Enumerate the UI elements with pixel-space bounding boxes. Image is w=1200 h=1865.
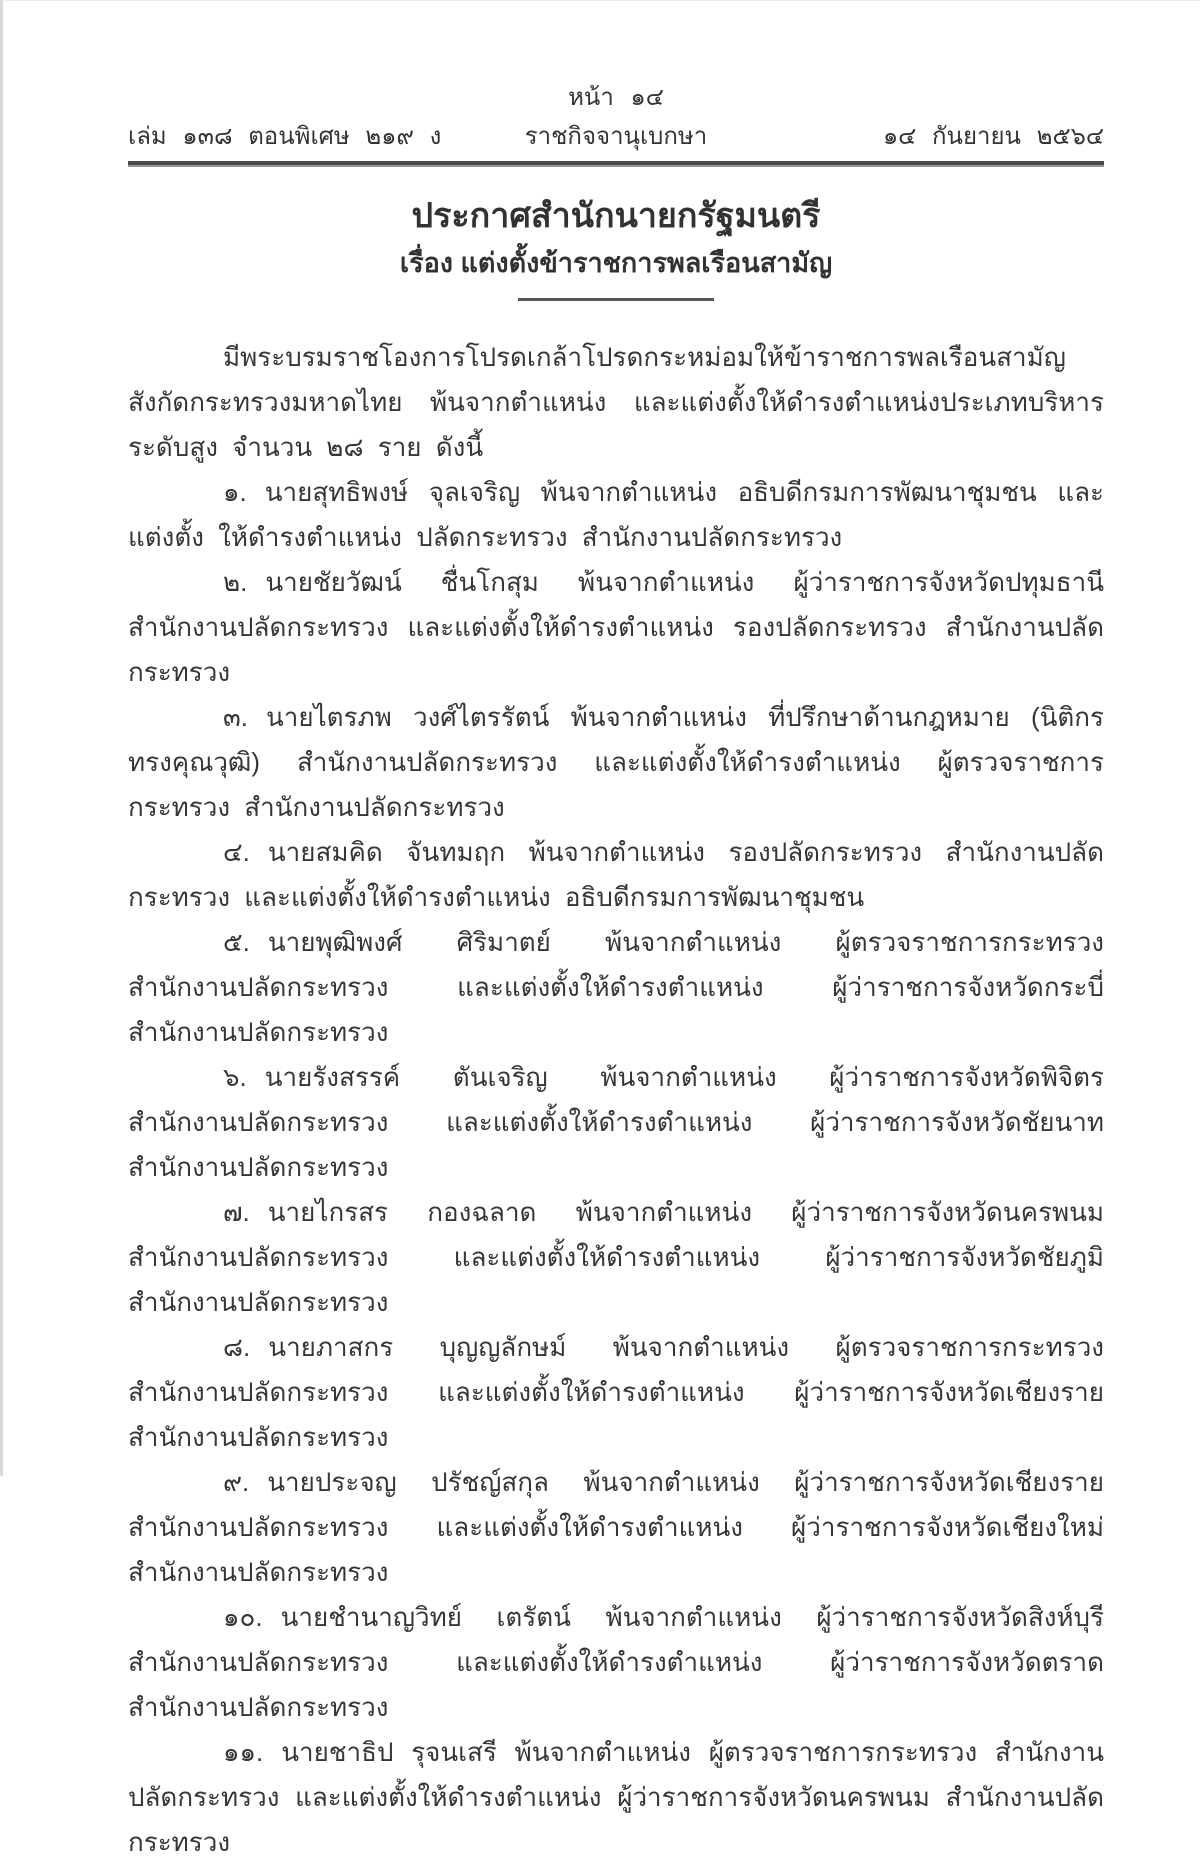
item-text: นายชำนาญวิทย์ เตรัตน์ พ้นจากตำแหน่ง ผู้ว่าราชการจังหวัดสิงห์บุรี สำนักงานปลัดกระทรวง และแต่งตั้งให้ดำรงตำแหน่ง ผู้ว่าราชการจังหวัดตราด สำนักงานปลัดกระทรวง — [128, 1602, 1104, 1722]
item-text: นายไตรภพ วงศ์ไตรรัตน์ พ้นจากตำแหน่ง ที่ปรึกษาด้านกฎหมาย (นิติกรทรงคุณวุฒิ) สำนักงานปลัดกระทรวง และแต่งตั้งให้ดำรงตำแหน่ง ผู้ตรวจราชการกระทรวง สำนักงานปลัดกระทรวง — [128, 702, 1104, 822]
item-number: ๗. — [223, 1197, 250, 1227]
item-text: นายสุทธิพงษ์ จุลเจริญ พ้นจากตำแหน่ง อธิบดีกรมการพัฒนาชุมชน และแต่งตั้ง ให้ดำรงตำแหน่ง ปลัดกระทรวง สำนักงานปลัดกระทรวง — [128, 477, 1104, 552]
appointment-item — [128, 1055, 1104, 1190]
appointment-item — [128, 830, 1104, 920]
item-text: นายชัยวัฒน์ ชื่นโกสุม พ้นจากตำแหน่ง ผู้ว่าราชการจังหวัดปทุมธานี สำนักงานปลัดกระทรวง และแต่งตั้งให้ดำรงตำแหน่ง รองปลัดกระทรวง สำนักงานปลัดกระทรวง — [128, 567, 1104, 687]
page-header — [128, 83, 1104, 167]
item-text: นายพุฒิพงศ์ ศิริมาตย์ พ้นจากตำแหน่ง ผู้ตรวจราชการกระทรวง สำนักงานปลัดกระทรวง และแต่งตั้งให้ดำรงตำแหน่ง ผู้ว่าราชการจังหวัดกระบี่ สำนักงานปลัดกระทรวง — [128, 927, 1104, 1047]
publication-date-label: ๑๔ กันยายน ๒๕๖๔ — [882, 123, 1104, 150]
item-number: ๔. — [223, 837, 250, 867]
appointment-item — [128, 920, 1104, 1055]
announcement-title: ประกาศสำนักนายกรัฐมนตรี — [411, 197, 821, 235]
appointment-item — [128, 560, 1104, 695]
item-number: ๑. — [223, 477, 247, 507]
appointment-item — [128, 1730, 1104, 1865]
header-divider-rule — [128, 161, 1104, 167]
volume-issue-label: เล่ม ๑๓๘ ตอนพิเศษ ๒๑๙ ง — [128, 123, 442, 150]
item-number: ๘. — [223, 1332, 251, 1362]
item-number: ๒. — [223, 567, 248, 597]
appointment-item — [128, 1595, 1104, 1730]
item-number: ๓. — [223, 702, 248, 732]
title-divider-rule — [518, 298, 714, 301]
page-number-label: หน้า ๑๔ — [568, 84, 664, 111]
appointment-item — [128, 1325, 1104, 1460]
item-text: นายชาธิป รุจนเสรี พ้นจากตำแหน่ง ผู้ตรวจราชการกระทรวง สำนักงานปลัดกระทรวง และแต่งตั้งให้ดำรงตำแหน่ง ผู้ว่าราชการจังหวัดนครพนม สำนักงานปลัดกระทรวง — [128, 1737, 1104, 1857]
item-text: นายรังสรรค์ ตันเจริญ พ้นจากตำแหน่ง ผู้ว่าราชการจังหวัดพิจิตร สำนักงานปลัดกระทรวง และแต่งตั้งให้ดำรงตำแหน่ง ผู้ว่าราชการจังหวัดชัยนาท สำนักงานปลัดกระทรวง — [128, 1062, 1104, 1182]
item-number: ๑๑. — [223, 1737, 264, 1767]
item-number: ๑๐. — [223, 1602, 263, 1632]
announcement-body — [128, 335, 1104, 1865]
item-text: นายภาสกร บุญญลักษม์ พ้นจากตำแหน่ง ผู้ตรวจราชการกระทรวง สำนักงานปลัดกระทรวง และแต่งตั้งให้ดำรงตำแหน่ง ผู้ว่าราชการจังหวัดเชียงราย สำนักงานปลัดกระทรวง — [128, 1332, 1104, 1452]
gazette-name-label: ราชกิจจานุเบกษา — [524, 123, 708, 150]
appointment-item — [128, 695, 1104, 830]
appointment-item — [128, 1190, 1104, 1325]
header-row — [128, 122, 1104, 152]
appointment-item — [128, 470, 1104, 560]
intro-paragraph: มีพระบรมราชโองการโปรดเกล้าโปรดกระหม่อมให้ข้าราชการพลเรือนสามัญ สังกัดกระทรวงมหาดไทย พ้นจากตำแหน่ง และแต่งตั้งให้ดำรงตำแหน่งประเภทบริหารระดับสูง จำนวน ๒๘ ราย ดังนี้ — [128, 342, 1104, 462]
item-number: ๕. — [223, 927, 250, 957]
appointment-item — [128, 1460, 1104, 1595]
item-number: ๖. — [223, 1062, 247, 1092]
item-number: ๙. — [223, 1467, 250, 1497]
announcement-subject: เรื่อง แต่งตั้งข้าราชการพลเรือนสามัญ — [399, 248, 833, 278]
item-text: นายประจญ ปรัชญ์สกุล พ้นจากตำแหน่ง ผู้ว่าราชการจังหวัดเชียงราย สำนักงานปลัดกระทรวง และแต่งตั้งให้ดำรงตำแหน่ง ผู้ว่าราชการจังหวัดเชียงใหม่ สำนักงานปลัดกระทรวง — [128, 1467, 1104, 1587]
item-text: นายสมคิด จันทมฤก พ้นจากตำแหน่ง รองปลัดกระทรวง สำนักงานปลัดกระทรวง และแต่งตั้งให้ดำรงตำแหน่ง อธิบดีกรมการพัฒนาชุมชน — [128, 837, 1104, 912]
item-text: นายไกรสร กองฉลาด พ้นจากตำแหน่ง ผู้ว่าราชการจังหวัดนครพนม สำนักงานปลัดกระทรวง และแต่งตั้งให้ดำรงตำแหน่ง ผู้ว่าราชการจังหวัดชัยภูมิ สำนักงานปลัดกระทรวง — [128, 1197, 1104, 1317]
